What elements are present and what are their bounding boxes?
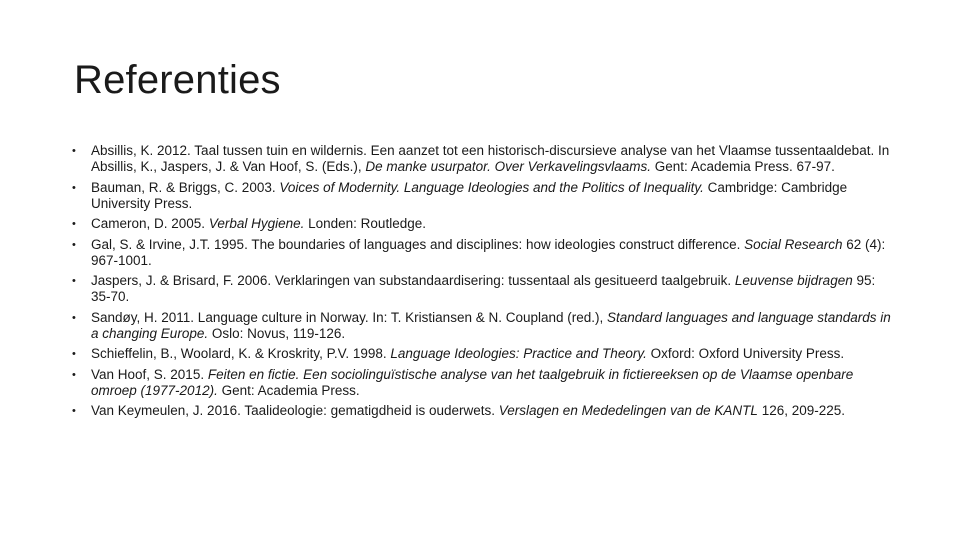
bullet-icon: •	[72, 145, 76, 157]
reference-text: Londen: Routledge.	[304, 216, 426, 231]
bullet-icon: •	[72, 218, 76, 230]
reference-item	[72, 237, 892, 269]
reference-text: Schieffelin, B., Woolard, K. & Kroskrity, P.V. 1998.	[91, 346, 391, 361]
reference-text: Absillis, K. 2012. Taal tussen tuin en wildernis. Een aanzet tot een historisch-discursieve analyse van het Vlaamse tussentaaldebat. In Absillis, K., Jaspers, J. & Van Hoof, S. (Eds.),	[91, 143, 890, 174]
reference-text: Sandøy, H. 2011. Language culture in Norway. In: T. Kristiansen & N. Coupland (red.),	[91, 309, 608, 325]
reference-text: Bauman, R. & Briggs, C. 2003.	[91, 179, 280, 195]
reference-italic-text: Verslagen en Mededelingen van de KANTL	[498, 403, 758, 418]
reference-text: Van Hoof, S. 2015.	[91, 366, 208, 382]
reference-text: Gent: Academia Press.	[217, 382, 360, 398]
reference-italic-text: De manke usurpator. Over Verkavelingsvlaams.	[365, 159, 651, 174]
reference-item	[72, 310, 892, 342]
reference-text: Jaspers, J. & Brisard, F. 2006. Verklaringen van substandaardisering: tussentaal als gesitueerd taalgebruik.	[91, 273, 735, 288]
reference-italic-text: Language Ideologies: Practice and Theory.	[390, 346, 647, 361]
reference-italic-text: Standard languages and language standards in a changing Europe.	[91, 309, 891, 341]
reference-item	[72, 216, 892, 232]
reference-italic-text: Voices of Modernity. Language Ideologies and the Politics of Inequality.	[279, 179, 704, 195]
reference-text: Oxford: Oxford University Press.	[646, 346, 845, 361]
reference-text: Cambridge: Cambridge University Press.	[91, 179, 848, 211]
bullet-icon: •	[72, 181, 76, 194]
reference-item	[72, 346, 892, 362]
bullet-icon: •	[72, 368, 76, 381]
reference-list	[72, 143, 892, 424]
slide-title: Referenties	[74, 58, 281, 102]
bullet-icon: •	[72, 405, 76, 417]
reference-italic-text: Social Research	[744, 236, 843, 252]
reference-item	[72, 143, 892, 175]
reference-item	[72, 273, 892, 305]
bullet-icon: •	[72, 348, 76, 360]
bullet-icon: •	[72, 311, 76, 324]
reference-italic-text: Verbal Hygiene.	[208, 216, 305, 231]
reference-text: 62 (4): 967-1001.	[91, 236, 886, 268]
reference-item	[72, 180, 892, 212]
reference-item	[72, 367, 892, 399]
reference-item	[72, 403, 892, 419]
reference-italic-text: Feiten en fictie. Een sociolinguïstische analyse van het taalgebruik in fictiereeksen op de Vlaamse openbare omroep (1977-2012).	[91, 366, 854, 398]
reference-text: Gent: Academia Press. 67-97.	[650, 159, 835, 174]
reference-text: Gal, S. & Irvine, J.T. 1995. The boundaries of languages and disciplines: how ideologies construct difference.	[91, 236, 745, 252]
bullet-icon: •	[72, 238, 76, 251]
reference-text: Oslo: Novus, 119-126.	[208, 325, 346, 341]
reference-text: Cameron, D. 2005.	[91, 216, 209, 231]
bullet-icon: •	[72, 275, 76, 287]
reference-text: Van Keymeulen, J. 2016. Taalideologie: gematigdheid is ouderwets.	[91, 403, 499, 418]
reference-text: 126, 209-225.	[757, 403, 846, 418]
reference-italic-text: Leuvense bijdragen	[734, 273, 853, 288]
reference-text: 95: 35-70.	[91, 273, 876, 304]
